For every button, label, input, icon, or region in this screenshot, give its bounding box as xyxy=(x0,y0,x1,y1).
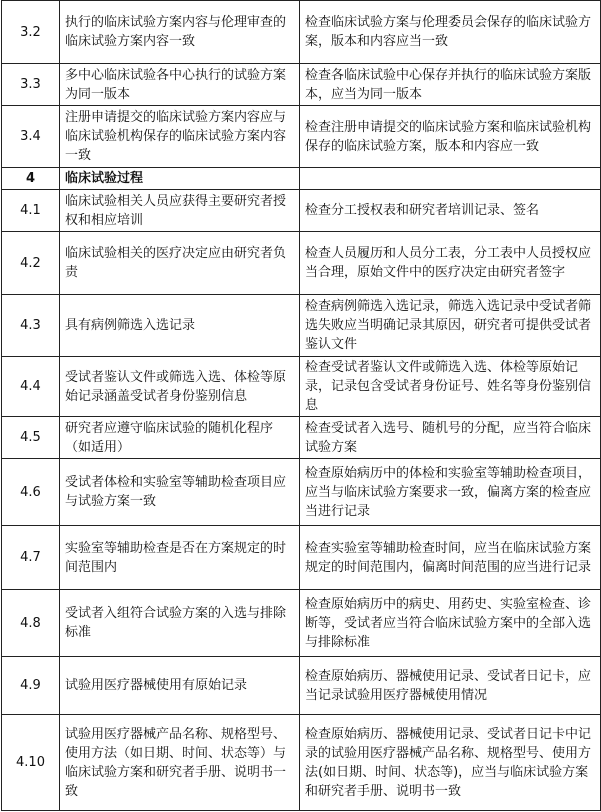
item-number: 3.3 xyxy=(2,64,60,106)
check-method-text: 检查各临床试验中心保存并执行的临床试验方案版本，应当为同一版本 xyxy=(300,64,601,106)
table-row xyxy=(2,1,601,64)
check-method-text: 检查人员履历和人员分工表，分工表中人员授权应当合理，原始文件中的医疗决定由研究者签字 xyxy=(300,232,601,295)
section-number: 4 xyxy=(2,168,60,190)
table-row xyxy=(2,459,601,526)
item-number: 4.6 xyxy=(2,459,60,526)
requirement-text: 执行的临床试验方案内容与伦理审查的临床试验方案内容一致 xyxy=(60,1,300,64)
requirement-text: 受试者体检和实验室等辅助检查项目应与试验方案一致 xyxy=(60,459,300,526)
table-row xyxy=(2,417,601,459)
check-method-text: 检查原始病历、器械使用记录、受试者日记卡，应当记录试验用医疗器械使用情况 xyxy=(300,657,601,715)
requirement-text: 临床试验相关的医疗决定应由研究者负责 xyxy=(60,232,300,295)
requirement-text: 注册申请提交的临床试验方案内容应与临床试验机构保存的临床试验方案内容一致 xyxy=(60,106,300,168)
item-number: 3.2 xyxy=(2,1,60,64)
check-method-text: 检查病例筛选入选记录，筛选入选记录中受试者筛选失败应当明确记录其原因，研究者可提供受试者鉴认文件 xyxy=(300,295,601,357)
section-title: 临床试验过程 xyxy=(60,168,300,190)
requirement-text: 实验室等辅助检查是否在方案规定的时间范围内 xyxy=(60,526,300,590)
check-method-text: 检查原始病历中的体检和实验室等辅助检查项目，应当与临床试验方案要求一致，偏离方案的检查应当进行记录 xyxy=(300,459,601,526)
check-method-text: 检查分工授权表和研究者培训记录、签名 xyxy=(300,190,601,232)
item-number: 4.3 xyxy=(2,295,60,357)
table-row xyxy=(2,295,601,357)
section-empty-cell xyxy=(300,168,601,190)
check-method-text: 检查原始病历中的病史、用药史、实验室检查、诊断等，受试者应当符合临床试验方案中的全部入选与排除标准 xyxy=(300,590,601,657)
table-row xyxy=(2,190,601,232)
requirement-text: 具有病例筛选入选记录 xyxy=(60,295,300,357)
section-header-row xyxy=(2,168,601,190)
inspection-table xyxy=(1,0,601,811)
requirement-text: 研究者应遵守临床试验的随机化程序（如适用） xyxy=(60,417,300,459)
item-number: 4.10 xyxy=(2,715,60,811)
item-number: 4.8 xyxy=(2,590,60,657)
table-row xyxy=(2,357,601,417)
table-row xyxy=(2,657,601,715)
item-number: 3.4 xyxy=(2,106,60,168)
item-number: 4.4 xyxy=(2,357,60,417)
requirement-text: 试验用医疗器械使用有原始记录 xyxy=(60,657,300,715)
table-row xyxy=(2,232,601,295)
check-method-text: 检查临床试验方案与伦理委员会保存的临床试验方案，版本和内容应当一致 xyxy=(300,1,601,64)
check-method-text: 检查受试者入选号、随机号的分配，应当符合临床试验方案 xyxy=(300,417,601,459)
table-row xyxy=(2,715,601,811)
requirement-text: 受试者入组符合试验方案的入选与排除标准 xyxy=(60,590,300,657)
item-number: 4.5 xyxy=(2,417,60,459)
table-row xyxy=(2,64,601,106)
item-number: 4.1 xyxy=(2,190,60,232)
requirement-text: 受试者鉴认文件或筛选入选、体检等原始记录涵盖受试者身份鉴别信息 xyxy=(60,357,300,417)
check-method-text: 检查实验室等辅助检查时间，应当在临床试验方案规定的时间范围内，偏离时间范围的应当进行记录 xyxy=(300,526,601,590)
requirement-text: 多中心临床试验各中心执行的试验方案为同一版本 xyxy=(60,64,300,106)
check-method-text: 检查原始病历、器械使用记录、受试者日记卡中记录的试验用医疗器械产品名称、规格型号、使用方法(如日期、时间、状态等)，应当与临床试验方案和研究者手册、说明书一致 xyxy=(300,715,601,811)
table-row xyxy=(2,106,601,168)
table-row xyxy=(2,590,601,657)
requirement-text: 临床试验相关人员应获得主要研究者授权和相应培训 xyxy=(60,190,300,232)
check-method-text: 检查注册申请提交的临床试验方案和临床试验机构保存的临床试验方案，版本和内容应一致 xyxy=(300,106,601,168)
requirement-text: 试验用医疗器械产品名称、规格型号、使用方法（如日期、时间、状态等）与临床试验方案和研究者手册、说明书一致 xyxy=(60,715,300,811)
item-number: 4.2 xyxy=(2,232,60,295)
table-row xyxy=(2,526,601,590)
item-number: 4.7 xyxy=(2,526,60,590)
check-method-text: 检查受试者鉴认文件或筛选入选、体检等原始记录，记录包含受试者身份证号、姓名等身份鉴别信息 xyxy=(300,357,601,417)
item-number: 4.9 xyxy=(2,657,60,715)
